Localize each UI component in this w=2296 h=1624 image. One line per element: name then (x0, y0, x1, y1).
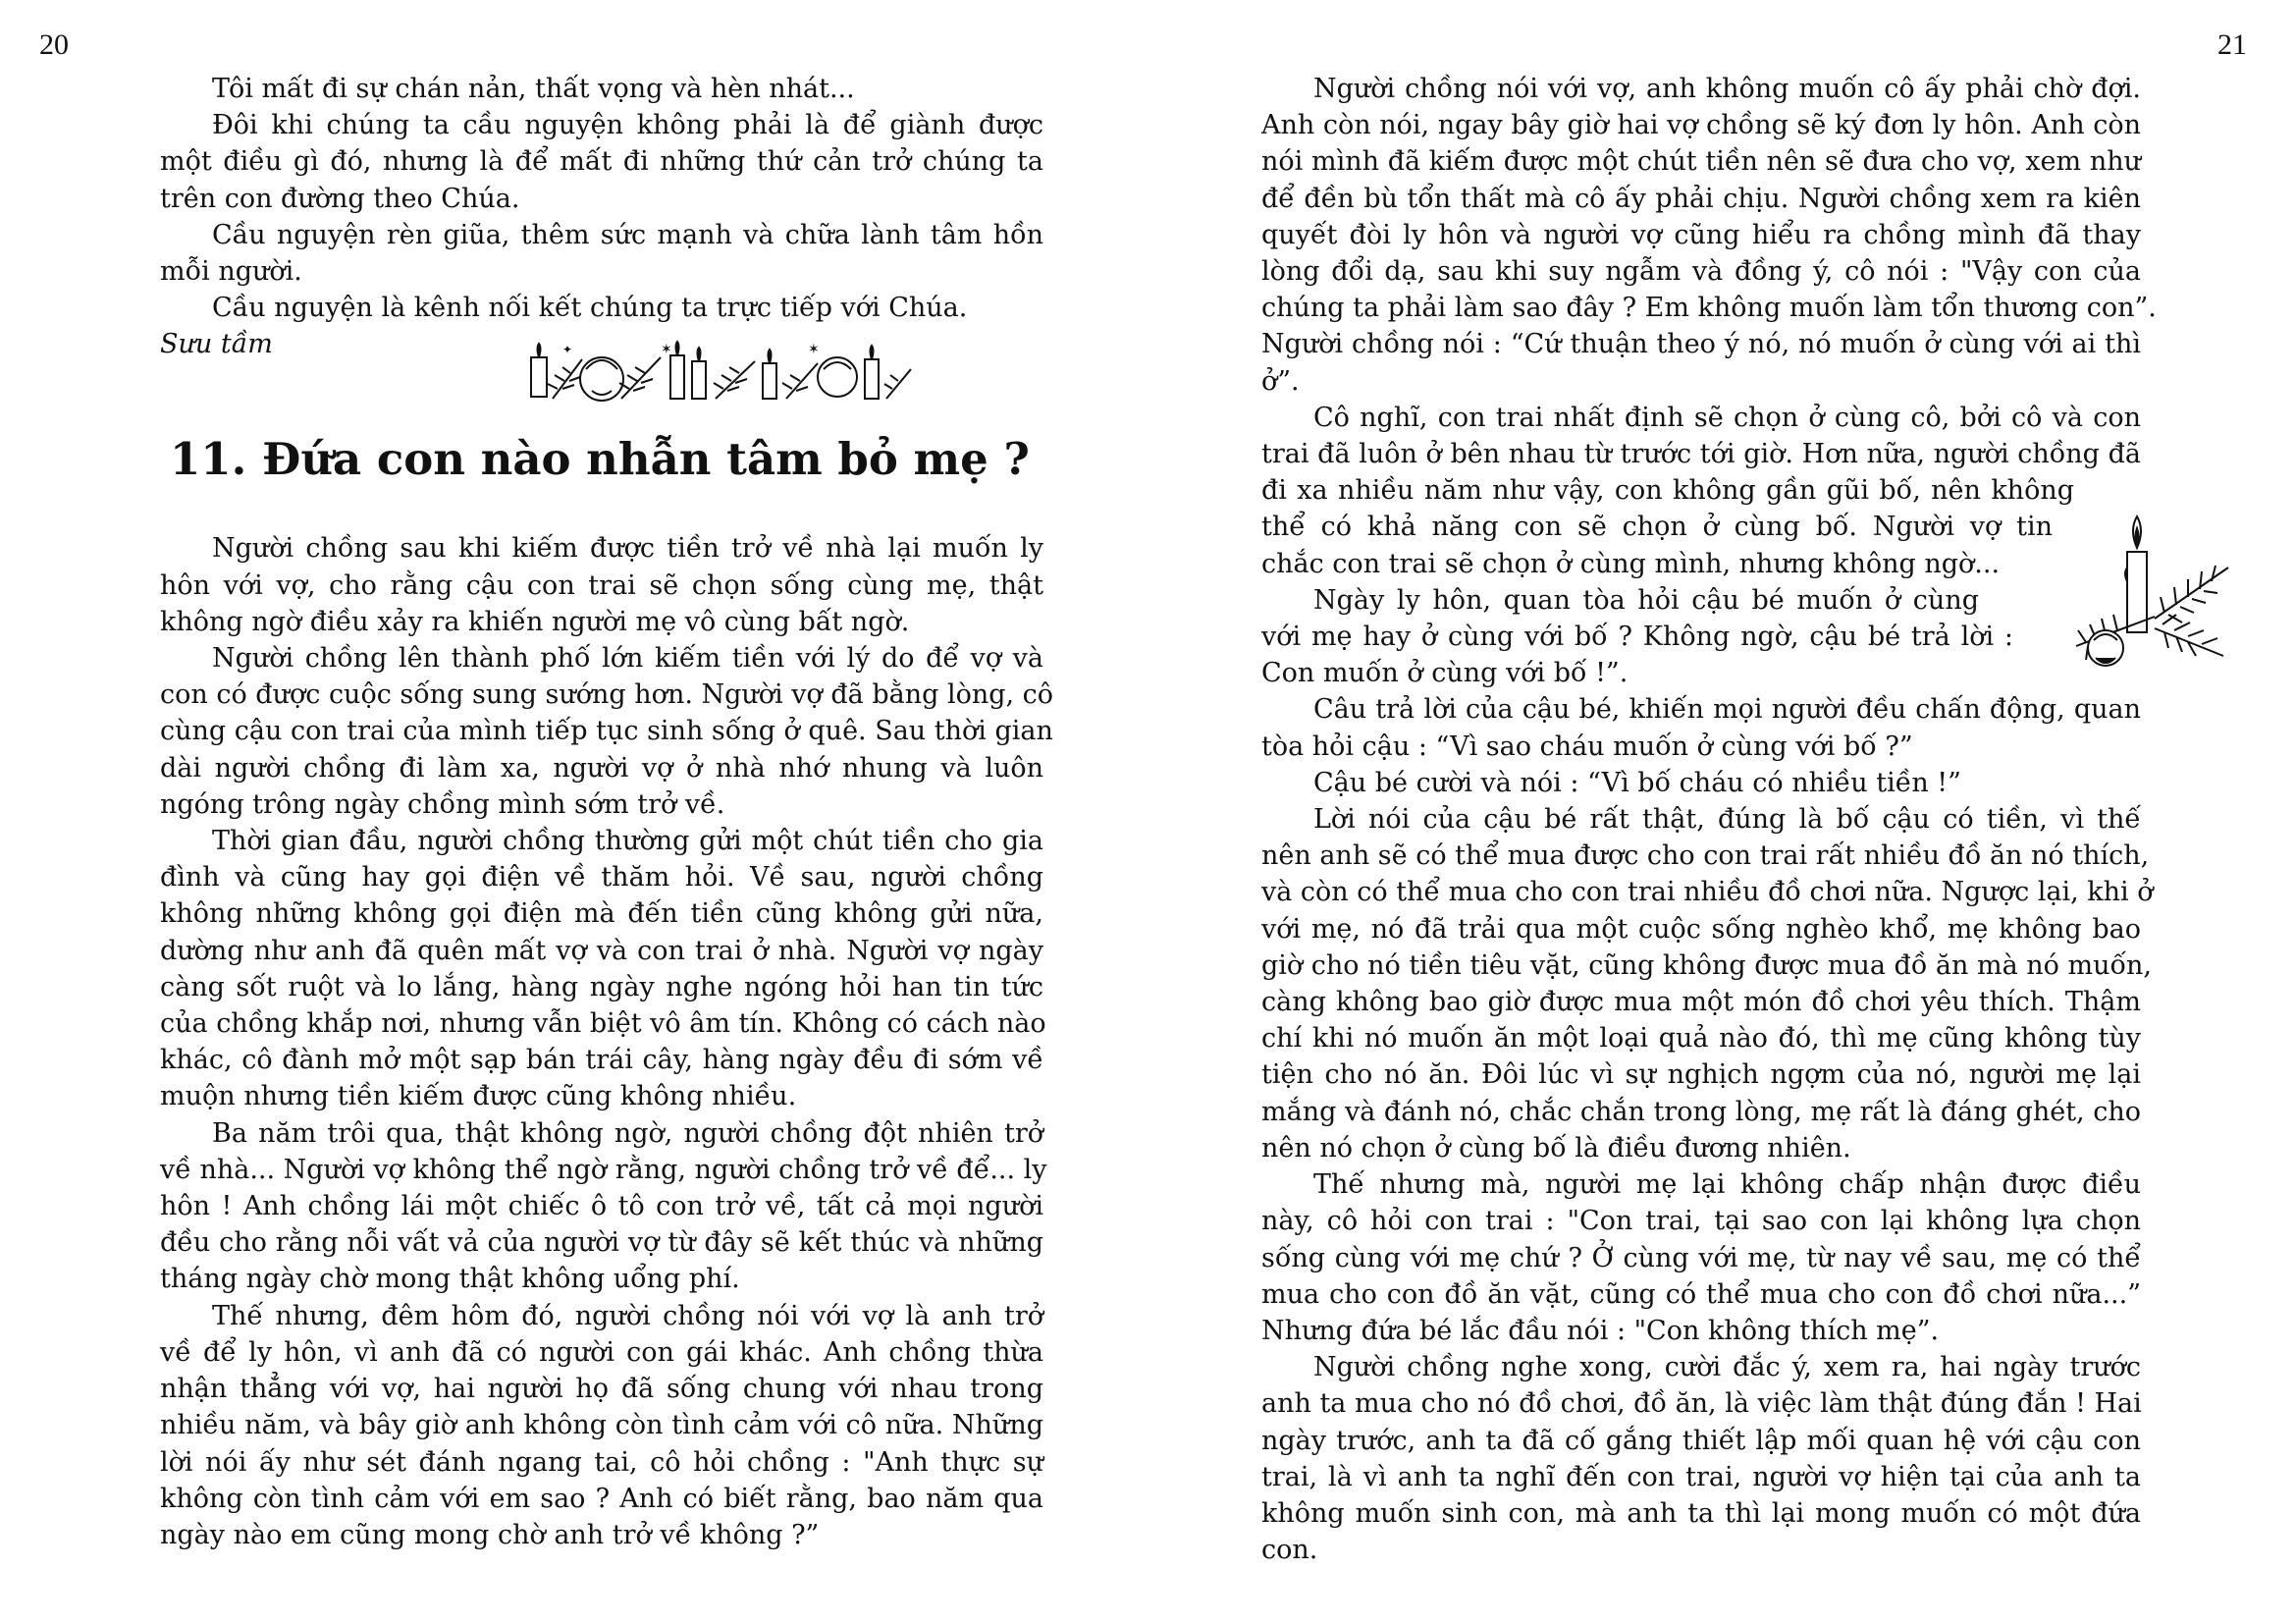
text-line: không còn tình cảm với em sao ? Anh có biết rằng, bao năm qua (160, 1483, 1043, 1514)
intro-line: Cầu nguyện là kênh nối kết chúng ta trực tiếp với Chúa. (212, 293, 968, 324)
intro-line: Đôi khi chúng ta cầu nguyện không phải là để giành được (212, 110, 1043, 141)
text-line: mắng và đánh nó, chắc chắn trong lòng, mẹ rất là đáng ghét, cho (1261, 1096, 2141, 1127)
body-paragraph (160, 530, 1043, 640)
intro-line: một điều gì đó, nhưng là để mất đi những thứ cản trở chúng ta (160, 146, 1043, 178)
body-paragraph (1261, 400, 2141, 582)
text-line: này, cô hỏi con trai : "Con trai, tại sao con lại không lựa chọn (1261, 1206, 2141, 1237)
text-line: hôn ! Anh chồng lái một chiếc ô tô con trở về, tất cả mọi người (160, 1191, 1043, 1222)
text-line: để đền bù tổn thất mà cô ấy phải chịu. Người chồng xem ra kiên (1261, 183, 2141, 214)
page-number-right: 21 (2217, 28, 2247, 61)
right-page-body (1261, 71, 2157, 1568)
body-paragraph (160, 640, 1054, 823)
intro-paragraph (160, 71, 1043, 326)
text-line: thể có khả năng con sẽ chọn ở cùng bố. Người vợ tin (1261, 512, 2053, 543)
text-line: tiện cho nó ăn. Đôi lúc vì sự nghịch ngợm của nó, người mẹ lại (1261, 1059, 2141, 1091)
text-line: không muốn sinh con, mà anh ta thì lại mong muốn có một đứa (1261, 1497, 2141, 1529)
text-line: trai, là vì anh ta nghĩ đến con trai, người vợ hiện tại của anh ta (1261, 1461, 2141, 1492)
svg-text:✶: ✶ (808, 342, 820, 358)
text-line: với mẹ, nó đã trải qua một cuộc sống nghèo khổ, mẹ không bao (1261, 913, 2141, 945)
text-line: nên nó chọn ở cùng bố là điều đương nhiên. (1261, 1132, 1851, 1164)
text-line: muộn nhưng tiền kiếm được cũng không nhiều. (160, 1081, 797, 1112)
text-line: cùng cậu con trai của mình tiếp tục sinh sống ở quê. Sau thời gian (160, 716, 1053, 747)
text-line: và còn có thể mua cho con trai nhiều đồ chơi nữa. Ngược lại, khi ở (1261, 877, 2154, 908)
text-line: chúng ta phải làm sao đây ? Em không muốn làm tổn thương con”. (1261, 293, 2157, 324)
text-line: về để ly hôn, vì anh đã có người con gái khác. Anh chồng thừa (160, 1336, 1043, 1368)
candle-illustration-icon (2066, 509, 2233, 685)
text-line: đình và cũng hay gọi điện về thăm hỏi. Về sau, người chồng (160, 862, 1043, 893)
text-line: Người chồng nói : “Cứ thuận theo ý nó, nó muốn ở cùng với ai thì (1261, 329, 2141, 360)
text-line: Lời nói của cậu bé rất thật, đúng là bố cậu có tiền, vì thế (1313, 804, 2141, 836)
intro-line: Cầu nguyện rèn giũa, thêm sức mạnh và chữa lành tâm hồn (212, 219, 1043, 250)
svg-text:✦: ✦ (562, 343, 573, 357)
text-line: dường như anh đã quên mất vợ và con trai ở nhà. Người vợ ngày (160, 935, 1043, 966)
text-line: chí khi nó muốn ăn một loại quả nào đó, thì mẹ cũng không tùy (1261, 1023, 2141, 1055)
text-line: ngày trước, anh ta đã cố gắng thiết lập mối quan hệ với cậu con (1261, 1425, 2141, 1456)
text-line: Người chồng nói với vợ, anh không muốn cô ấy phải chờ đợi. (1313, 74, 2141, 104)
text-line: nhận thẳng với vợ, hai người họ đã sống chung với nhau trong (160, 1374, 1043, 1405)
text-line: không những không gọi điện mà đến tiền cũng không gửi nữa, (160, 898, 1043, 930)
text-line: Ngày ly hôn, quan tòa hỏi cậu bé muốn ở cùng (1313, 584, 1979, 616)
text-line: giờ cho nó tiền tiêu vặt, cũng không được mua đồ ăn mà nó muốn, (1261, 949, 2152, 981)
left-paragraphs (160, 530, 1054, 1553)
text-line: nói mình đã kiếm được một chút tiền nên sẽ đưa cho vợ, xem như (1261, 146, 2141, 178)
text-line: con. (1261, 1535, 1318, 1566)
text-line: ngóng trông ngày chồng mình sớm trở về. (160, 788, 725, 820)
text-line: trai đã luôn ở bên nhau từ trước tới giờ. Hơn nữa, người chồng đã (1261, 439, 2141, 470)
text-line: dài người chồng đi làm xa, người vợ ở nhà nhớ nhung và luôn (160, 752, 1043, 784)
text-line: ngày nào em cũng mong chờ anh trở về không ?” (160, 1519, 820, 1550)
text-line: Người chồng sau khi kiếm được tiền trở về nhà lại muốn ly (212, 533, 1043, 565)
left-page-body (160, 71, 1054, 1553)
text-line: càng không bao giờ được mua một món đồ chơi yêu thích. Thậm (1261, 987, 2141, 1018)
body-paragraph (160, 1115, 1047, 1298)
right-page (1148, 0, 2296, 1624)
body-paragraph (1261, 801, 2154, 1166)
text-line: Cô nghĩ, con trai nhất định sẽ chọn ở cùng cô, bởi cô và con (1313, 402, 2141, 433)
body-paragraph (160, 1298, 1043, 1553)
text-line: nhiều năm, và bây giờ anh không còn tình cảm với cô nữa. Những (160, 1410, 1043, 1441)
intro-line: trên con đường theo Chúa. (160, 183, 520, 214)
text-line: Ba năm trôi qua, thật không ngờ, người chồng đột nhiên trở (212, 1117, 1043, 1149)
decorative-ornament-icon (523, 340, 916, 408)
text-line: Câu trả lời của cậu bé, khiến mọi người đều chấn động, quan (1313, 694, 2141, 726)
svg-text:✶: ✶ (661, 342, 672, 358)
body-paragraph (1261, 1166, 2141, 1349)
text-line: đi xa nhiều năm như vậy, con không gần gũi bố, nên không (1261, 475, 2074, 507)
text-line: Cậu bé cười và nói : “Vì bố cháu có nhiều tiền !” (1313, 767, 1961, 798)
text-line: Thời gian đầu, người chồng thường gửi một chút tiền cho gia (212, 826, 1043, 857)
text-line: tháng ngày chờ mong thật không uổng phí. (160, 1264, 740, 1295)
text-line: khác, cô đành mở một sạp bán trái cây, hàng ngày đều đi sớm về (160, 1045, 1043, 1076)
text-line: không ngờ điều xảy ra khiến người mẹ vô cùng bất ngờ. (160, 606, 910, 637)
source-row (160, 326, 1043, 424)
body-paragraph (1261, 765, 2141, 801)
page-number-left: 20 (39, 28, 69, 61)
body-paragraph (1261, 691, 2141, 764)
text-line: anh ta mua cho nó đồ chơi, đồ ăn, là việc làm thật đúng đắn ! Hai (1261, 1388, 2142, 1420)
text-line: mua cho con đồ ăn vặt, cũng có thể mua cho con đồ chơi nữa...” (1261, 1278, 2141, 1310)
intro-line: mỗi người. (160, 256, 302, 288)
text-line: con có được cuộc sống sung sướng hơn. Người vợ đã bằng lòng, cô (160, 679, 1054, 711)
text-line: chắc con trai sẽ chọn ở cùng mình, nhưng không ngờ... (1261, 548, 2001, 579)
intro-line: Tôi mất đi sự chán nản, thất vọng và hèn nhát... (212, 74, 855, 104)
text-line: Nhưng đứa bé lắc đầu nói : "Con không thích mẹ”. (1261, 1315, 1940, 1346)
body-paragraph (1261, 1349, 2141, 1568)
chapter-title: 11. Đứa con nào nhẫn tâm bỏ mẹ ? (170, 433, 1030, 486)
text-line: ở”. (1261, 365, 1300, 397)
source-label: Sưu tầm (160, 329, 273, 360)
text-line: lòng đổi dạ, sau khi suy ngẫm và đồng ý, cô nói : "Vậy con của (1261, 256, 2141, 288)
text-line: tòa hỏi cậu : “Vì sao cháu muốn ở cùng với bố ?” (1261, 731, 1913, 762)
text-line: Anh còn nói, ngay bây giờ hai vợ chồng sẽ ký đơn ly hôn. Anh còn (1261, 110, 2141, 141)
text-line: đều cho rằng nỗi vất vả của người vợ từ đây sẽ kết thúc và những (160, 1227, 1043, 1259)
text-line: Con muốn ở cùng với bố !”. (1261, 658, 1629, 689)
body-paragraph (1261, 582, 2141, 692)
text-line: của chồng khắp nơi, nhưng vẫn biệt vô âm tín. Không có cách nào (160, 1008, 1046, 1040)
text-line: nên anh sẽ có thể mua được cho con trai rất nhiều đồ ăn nó thích, (1261, 840, 2150, 872)
text-line: Người chồng nghe xong, cười đắc ý, xem ra, hai ngày trước (1313, 1352, 2141, 1383)
text-line: càng sốt ruột và lo lắng, hàng ngày nghe ngóng hỏi han tin tức (160, 971, 1043, 1002)
text-line: về nhà... Người vợ không thể ngờ rằng, người chồng trở về để... ly (160, 1154, 1047, 1185)
body-paragraph (1261, 71, 2157, 400)
text-line: quyết đòi ly hôn và người vợ cũng hiểu ra chồng mình đã thay (1261, 219, 2141, 250)
text-line: sống cùng với mẹ chứ ? Ở cùng với mẹ, từ nay về sau, mẹ có thể (1261, 1242, 2141, 1273)
text-line: Thế nhưng, đêm hôm đó, người chồng nói với vợ là anh trở (212, 1300, 1043, 1331)
text-line: Người chồng lên thành phố lớn kiếm tiền với lý do để vợ và (212, 643, 1043, 675)
text-line: lời nói ấy như sét đánh ngang tai, cô hỏi chồng : "Anh thực sự (160, 1446, 1043, 1478)
body-paragraph (160, 823, 1046, 1115)
text-line: với mẹ hay ở cùng với bố ? Không ngờ, cậu bé trả lời : (1261, 622, 2013, 653)
text-line: Thế nhưng mà, người mẹ lại không chấp nhận được điều (1313, 1169, 2141, 1201)
text-line: hôn với vợ, cho rằng cậu con trai sẽ chọn sống cùng mẹ, thật (160, 569, 1043, 601)
